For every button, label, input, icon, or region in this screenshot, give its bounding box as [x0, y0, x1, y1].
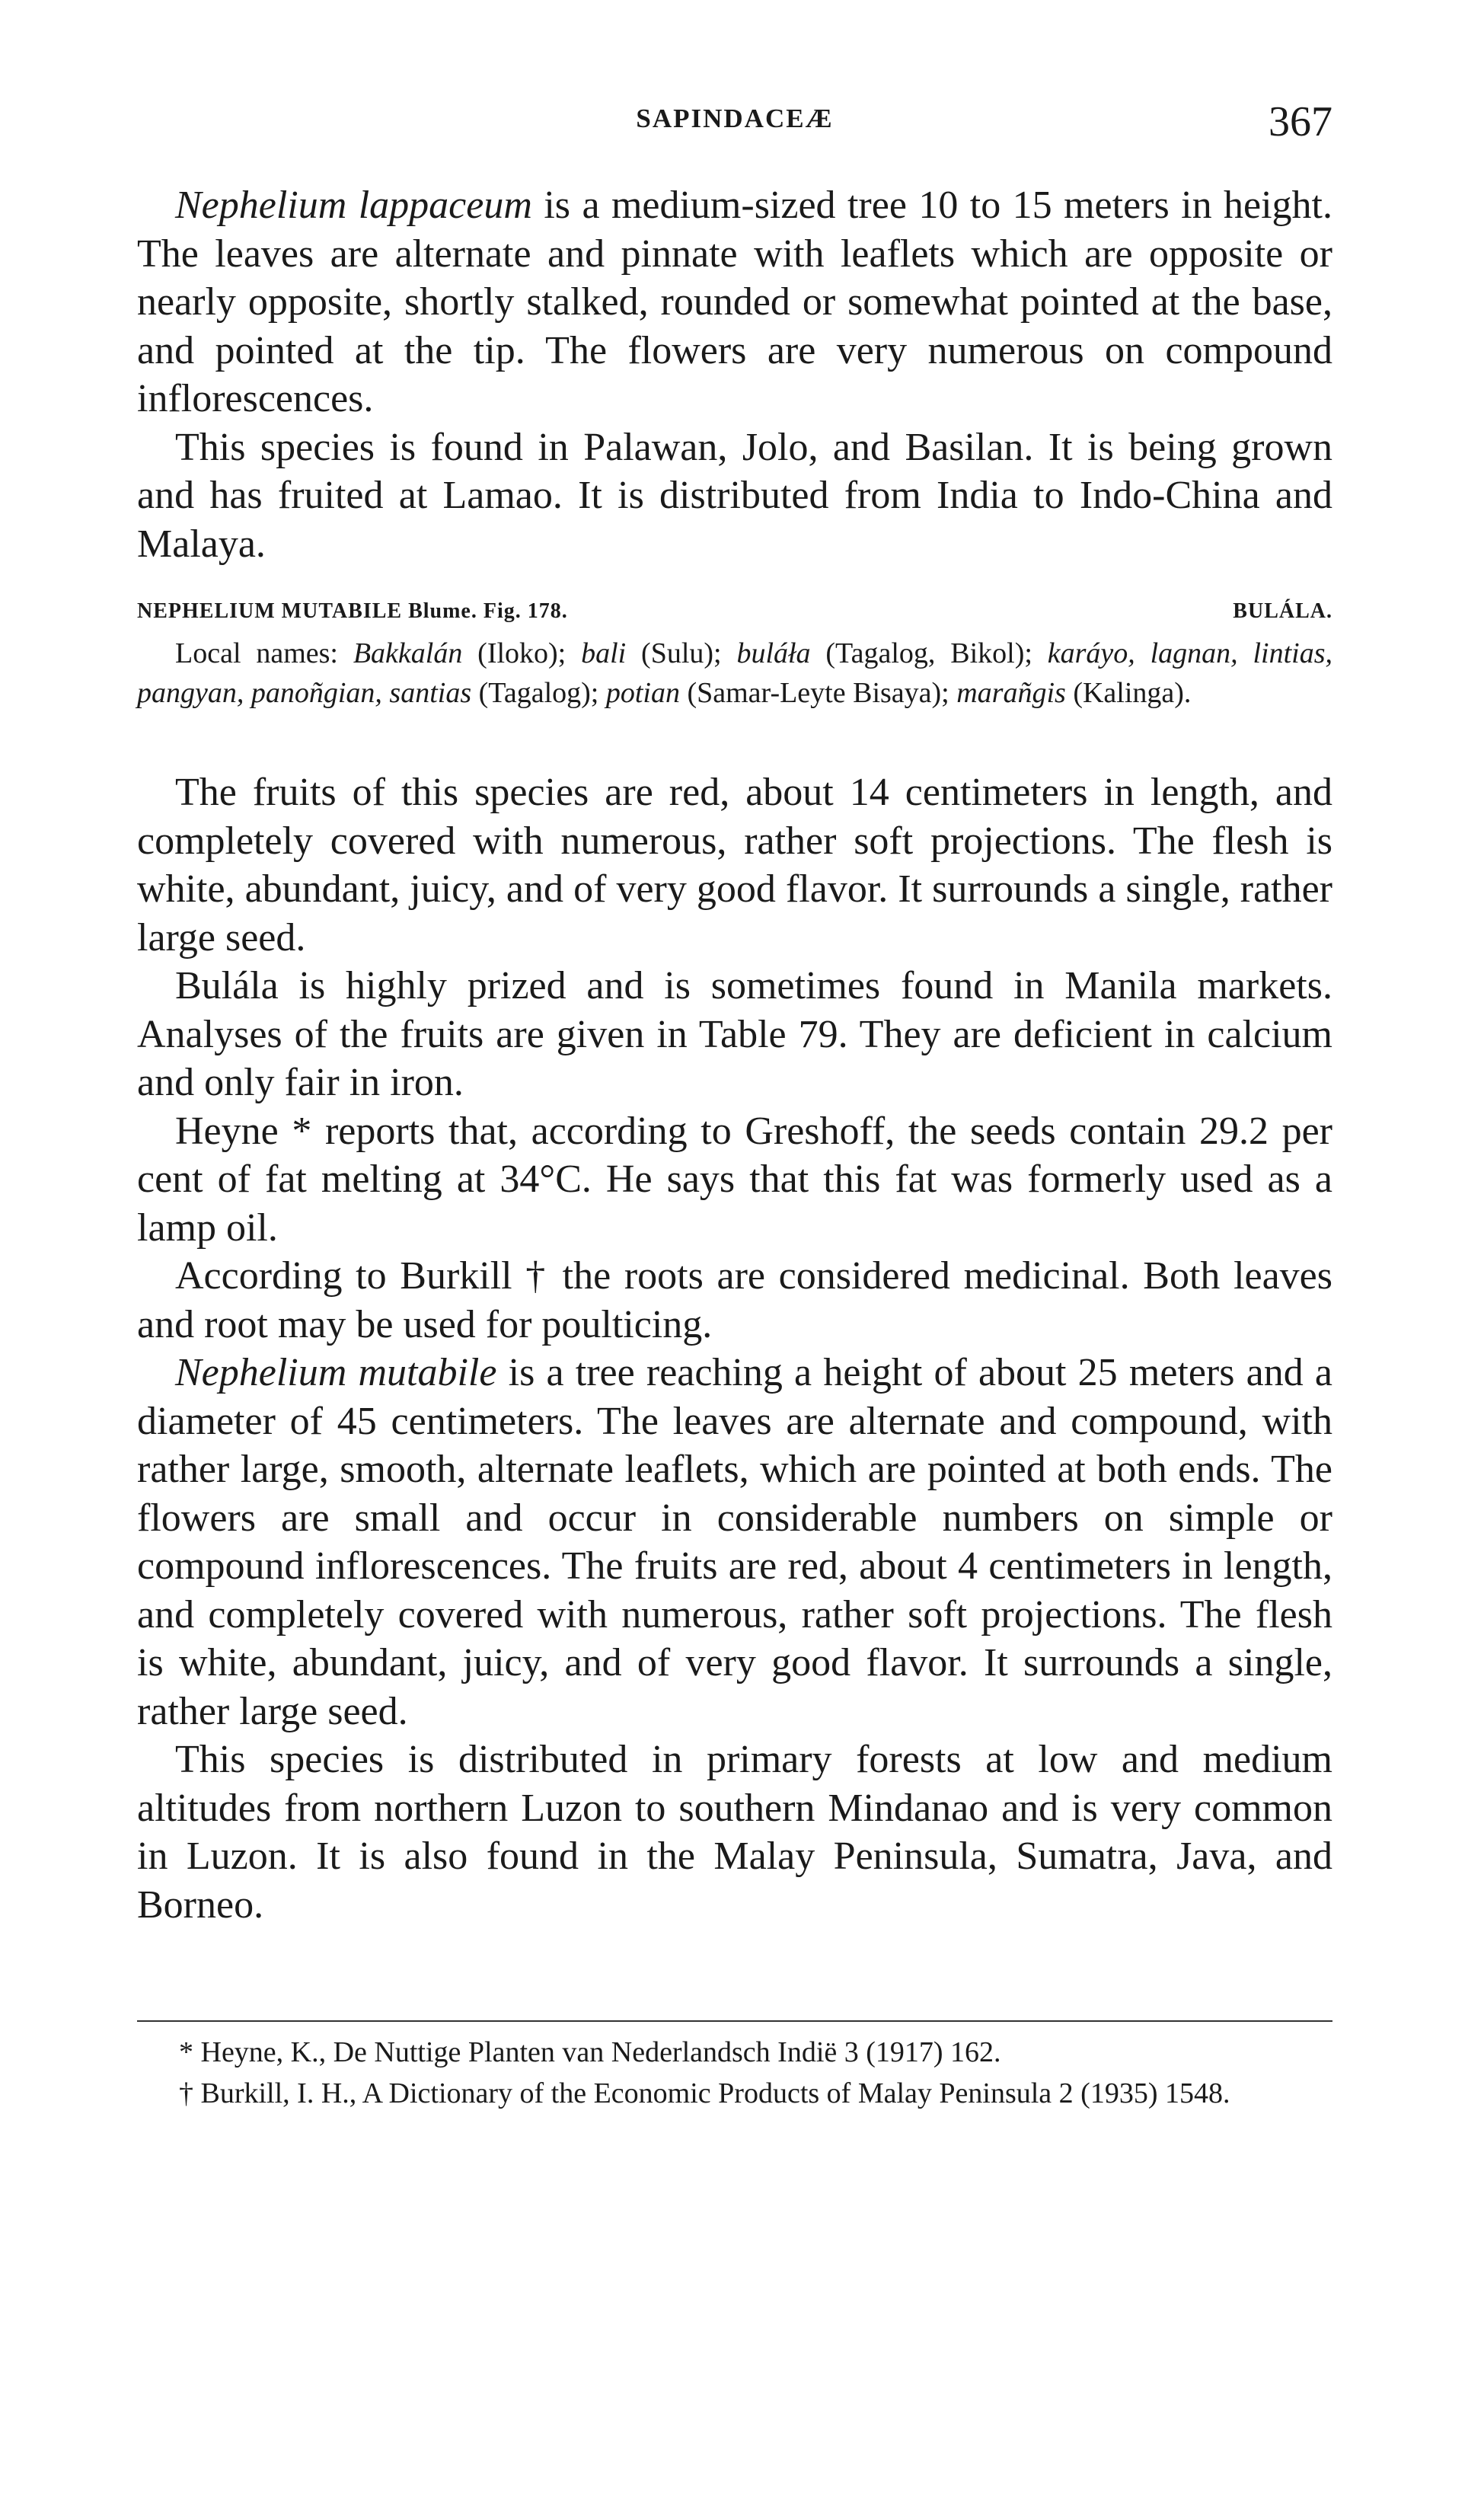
paragraph: This species is distributed in primary forests at low and medium altitudes from northern Luzon to southern Mindanao and is very common in Luzon. It is also found in the Malay Peninsula, Sumatra, Java, and Borneo. [137, 1738, 1332, 1927]
language: (Sulu); [626, 637, 737, 669]
local-name: buláła [736, 637, 811, 669]
scientific-name: Nephelium mutabile [175, 1351, 497, 1394]
language: (Tagalog, Bikol); [810, 637, 1048, 669]
figure-reference: Fig. 178. [483, 599, 568, 623]
language: (Iloko); [462, 637, 582, 669]
species-common-name: BULÁLA. [1233, 599, 1332, 623]
species-heading-left [137, 599, 568, 624]
running-title: SAPINDACEÆ [636, 104, 834, 133]
footnote: † Burkill, I. H., A Dictionary of the Economic Products of Malay Peninsula 2 (1935) 1548. [179, 2077, 1230, 2109]
mutabile-description [137, 768, 1332, 1929]
language: (Samar-Leyte Bisaya); [679, 677, 957, 709]
local-names [137, 634, 1332, 713]
paragraph [137, 181, 1332, 423]
local-name: bali [581, 637, 627, 669]
species-authority: Blume. [408, 599, 477, 623]
language: (Tagalog); [471, 677, 606, 709]
lappaceum-description [137, 181, 1332, 568]
footnote-divider [137, 2020, 1332, 2022]
local-names-label: Local names: [175, 637, 353, 669]
paragraph-text: is a tree reaching a height of about 25 meters and a diameter of 45 centimeters. The leaves are alternate and compound, with rather large, smooth, alternate leaflets, which are pointed at both ends. The flowers are small and occur in considerable numbers on simple or compound inflorescences. The fruits are red, about 4 centimeters in length, and completely covered with numerous, rather soft projections. The flesh is white, abundant, juicy, and of very good flavor. It surrounds a single, rather large seed. [137, 1351, 1333, 1733]
local-name: marañgis [956, 677, 1066, 709]
paragraph: According to Burkill † the roots are considered medicinal. Both leaves and root may be used for poulticing. [137, 1254, 1332, 1346]
species-heading [137, 599, 1332, 630]
running-head [137, 97, 1332, 151]
language: (Kalinga). [1065, 677, 1192, 709]
page-number: 367 [1269, 98, 1332, 145]
footnote: * Heyne, K., De Nuttige Planten van Nederlandsch Indië 3 (1917) 162. [179, 2036, 1001, 2068]
species-scientific-name: NEPHELIUM MUTABILE [137, 599, 403, 623]
local-name: potian [605, 677, 680, 709]
scientific-name: Nephelium lappaceum [175, 184, 532, 227]
paragraph: Bulála is highly prized and is sometimes found in Manila markets. Analyses of the fruits are given in Table 79. They are deficient in calcium and only fair in iron. [137, 964, 1332, 1104]
paragraph: The fruits of this species are red, about 14 centimeters in length, and completely covered with numerous, rather soft projections. The flesh is white, abundant, juicy, and of very good flavor. It surrounds a single, rather large seed. [137, 771, 1332, 960]
paragraph: Heyne * reports that, according to Greshoff, the seeds contain 29.2 per cent of fat melting at 34°C. He says that this fat was formerly used as a lamp oil. [137, 1109, 1332, 1250]
footnotes [137, 2032, 1332, 2114]
local-name: karáyo, lagnan, lintias, pangyan, panoñgian, santias [137, 637, 1333, 709]
paragraph-text: is a medium-sized tree 10 to 15 meters in height. The leaves are alternate and pinnate with leaflets which are opposite or nearly opposite, shortly stalked, rounded or somewhat pointed at the base, and pointed at the tip. The flowers are very numerous on compound inflorescences. [137, 184, 1332, 420]
local-name: Bakkalán [353, 637, 463, 669]
paragraph: This species is found in Palawan, Jolo, and Basilan. It is being grown and has fruited at Lamao. It is distributed from India to Indo-China and Malaya. [137, 425, 1332, 566]
local-names-text [137, 634, 1332, 713]
paragraph [137, 1349, 1332, 1735]
